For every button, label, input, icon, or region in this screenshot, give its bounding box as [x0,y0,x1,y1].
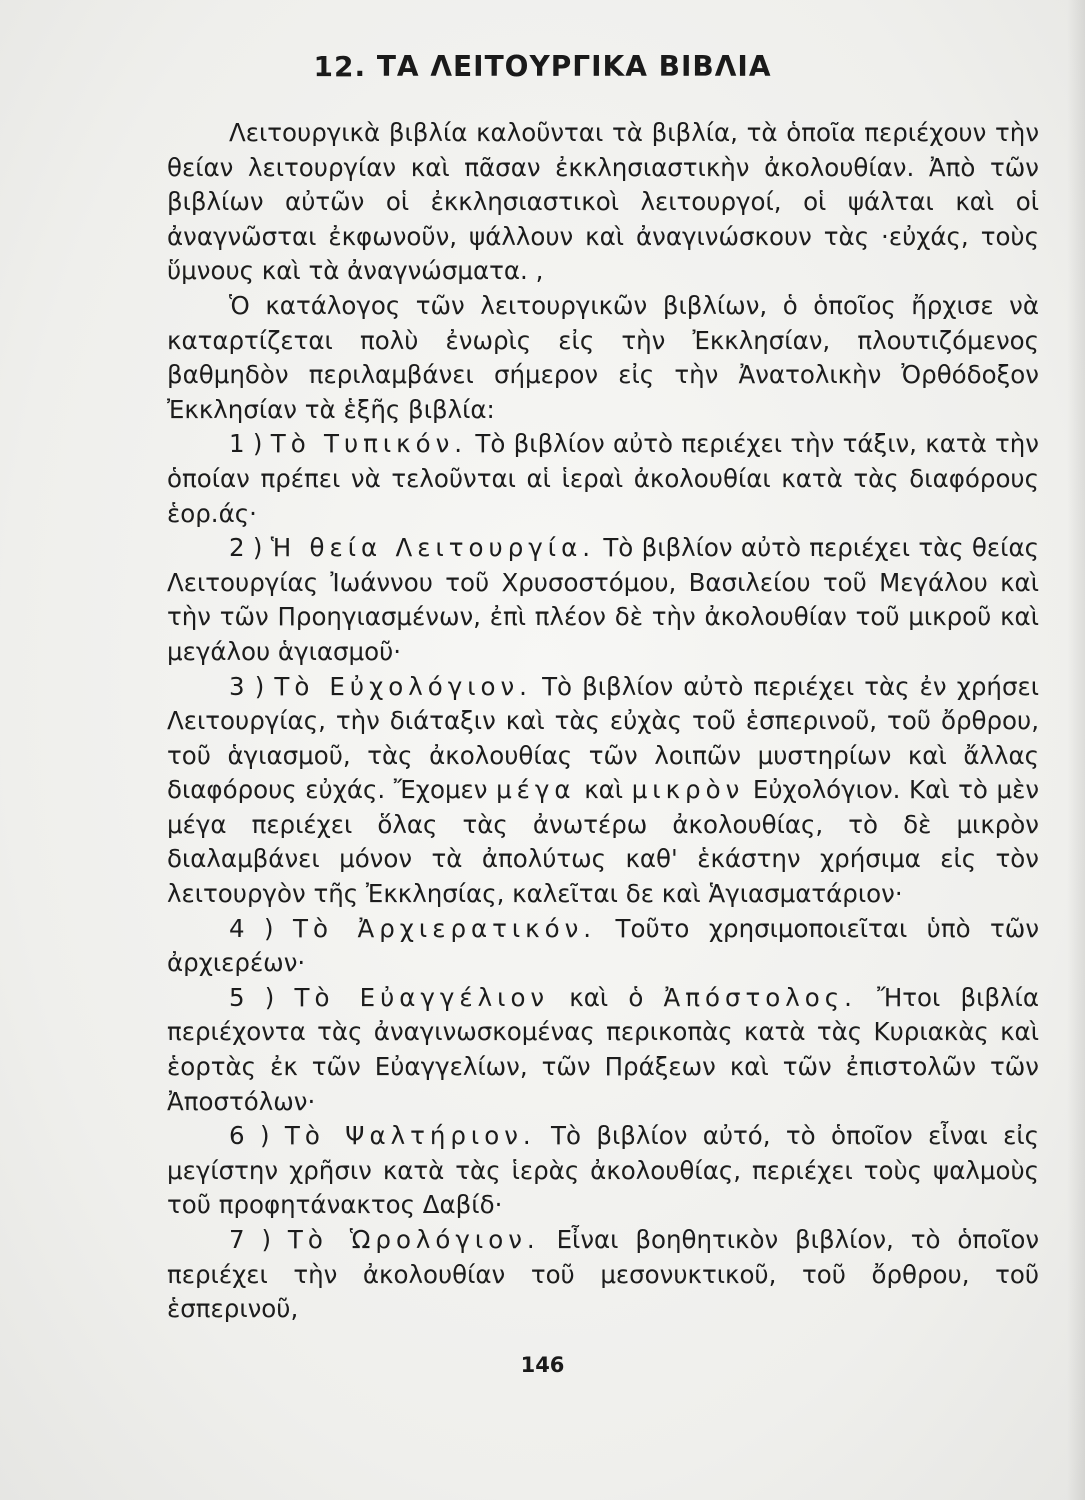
entry-number: 3 ) [229,671,265,701]
book-description: Τὸ βιβλίον αὐτὸ περιέχει τὰς ἐν χρήσει Λειτουργίας, τὴν διάταξιν καὶ τὰς εὐχὰς τοῦ ἑσπερινοῦ, τοῦ ὄρθρου, τοῦ ἁγιασμοῦ, τὰς ἀκολουθίας τῶν λοιπῶν μυστηρίων καὶ ἄλλας διαφόρους εὐχάς. Ἔχομεν [167,671,1040,805]
book-entry-1 [167,427,1039,531]
entry-number: 1 ) [229,429,263,459]
page-edge-shadow [1067,0,1085,1500]
entry-number: 7 ) [229,1225,272,1254]
book-description-cont: Εὐχολόγιον. Καὶ τὸ μὲν μέγα περιέχει ὅλας τὰς ἀνωτέρω ἀκολουθίας, τὸ δὲ μικρὸν διαλαμβάνει μόνον τὰ ἀπολύτως καθ' ἑκάστην χρήσιμα εἰς τὸν λειτουργὸν τῆς Ἐκκλησίας, καλεῖται δε καὶ Ἁγιασματάριον· [167,775,1040,909]
entry-number: 6 ) [229,1121,270,1151]
book-entry-3 [167,670,1039,912]
book-entry-7 [167,1223,1039,1327]
book-name-2: Ἀπόστολος. [663,982,857,1012]
paragraph-catalog: Ὁ κατάλογος τῶν λειτουργικῶν βιβλίων, ὁ ὁποῖος ἤρχισε νὰ καταρτίζεται πολὺ ἐνωρὶς εἰς τὴν Ἐκκλησίαν, πλουτιζόμενος βαθμηδὸν περιλαμβάνει σήμερον εἰς τὴν Ἀνατολικὴν Ὀρθόδοξον Ἐκκλησίαν τὰ ἑξῆς βιβλία: [167,290,1039,424]
book-name: Τὸ Εὐαγγέλιον [294,982,550,1012]
book-name: Τὸ Τυπικόν. [270,429,468,459]
book-name: Τὸ Εὐχολόγιον. [274,671,532,701]
entry-number: 2 ) [229,533,263,563]
body-text [167,116,1039,1327]
spaced-word-mikron: μικρὸν [631,775,745,805]
entry-number: 4 ) [229,913,274,943]
entry-number: 5 ) [229,982,275,1012]
chapter-title: 12. ΤΑ ΛΕΙΤΟΥΡΓΙΚΑ ΒΙΒΛΙΑ [313,50,772,83]
book-entry-6 [167,1119,1039,1223]
book-description: Ἤτοι βιβλία περιέχοντα τὰς ἀναγινωσκομένας περικοπὰς κατὰ τὰς Κυριακὰς καὶ ἑορτὰς ἐκ τῶν Εὐαγγελίων, τῶν Πράξεων καὶ τῶν ἐπιστολῶν τῶν Ἀποστόλων· [167,982,1039,1116]
page-number: 146 [520,1353,565,1377]
spaced-word-mega: μέγα [496,775,576,805]
book-description: Εἶναι βοηθητικὸν βιβλίον, τὸ ὁποῖον περιέχει τὴν ἀκολουθίαν τοῦ μεσονυκτικοῦ, τοῦ ὄρθρου, τοῦ ἑσπερινοῦ, [167,1225,1040,1324]
paragraph-intro: Λειτουργικὰ βιβλία καλοῦνται τὰ βιβλία, τὰ ὁποῖα περιέχουν τὴν θείαν λειτουργίαν καὶ πᾶσαν ἐκκλησιαστικὴν ἀκολουθίαν. Ἀπὸ τῶν βιβλίων αὐτῶν οἱ ἐκκλησιαστικοὶ λειτουργοί, οἱ ψάλται καὶ οἱ ἀναγνῶσται ἐκφωνοῦν, ψάλλουν καὶ ἀναγινώσκουν τὰς ·εὐχάς, τοὺς ὕμνους καὶ τὰ ἀναγνώσματα. , [167,118,1039,286]
book-name: Τὸ Ψαλτήριον. [284,1121,536,1151]
book-entry-5 [167,981,1039,1119]
book-description: Τὸ βιβλίον αὐτό, τὸ ὁποῖον εἶναι εἰς μεγίστην χρῆσιν κατὰ τὰς ἱερὰς ἀκολουθίας, περιέχει τοὺς ψαλμοὺς τοῦ προφητάνακτος Δαβίδ· [167,1121,1039,1220]
book-name: Τὸ Ἀρχιερατικόν. [293,913,597,943]
book-description: Τὸ βιβλίον αὐτὸ περιέχει τὰς θείας Λειτουργίας Ἰωάννου τοῦ Χρυσοστόμου, Βασιλείου τοῦ Μεγάλου καὶ τὴν τῶν Προηγιασμένων, ἐπὶ πλέον δὲ τὴν ἀκολουθίαν τοῦ μικροῦ καὶ μεγάλου ἁγιασμοῦ· [167,533,1039,666]
book-entry-4 [167,912,1039,981]
conjunction: καὶ [584,775,624,805]
book-name: Τὸ Ὡρολόγιον. [287,1225,540,1254]
book-entry-2 [167,531,1039,669]
book-name: Ἡ θεία Λειτουργία. [270,533,596,563]
conjunction: καὶ ὁ [569,982,644,1012]
book-description: Τοῦτο χρησιμοποιεῖται ὑπὸ τῶν ἀρχιερέων· [167,913,1039,978]
book-description: Τὸ βιβλίον αὐτὸ περιέχει τὴν τάξιν, κατὰ τὴν ὁποίαν πρέπει νὰ τελοῦνται αἱ ἱεραὶ ἀκολουθίαι κατὰ τὰς διαφόρους ἑορ.άς· [167,429,1039,528]
